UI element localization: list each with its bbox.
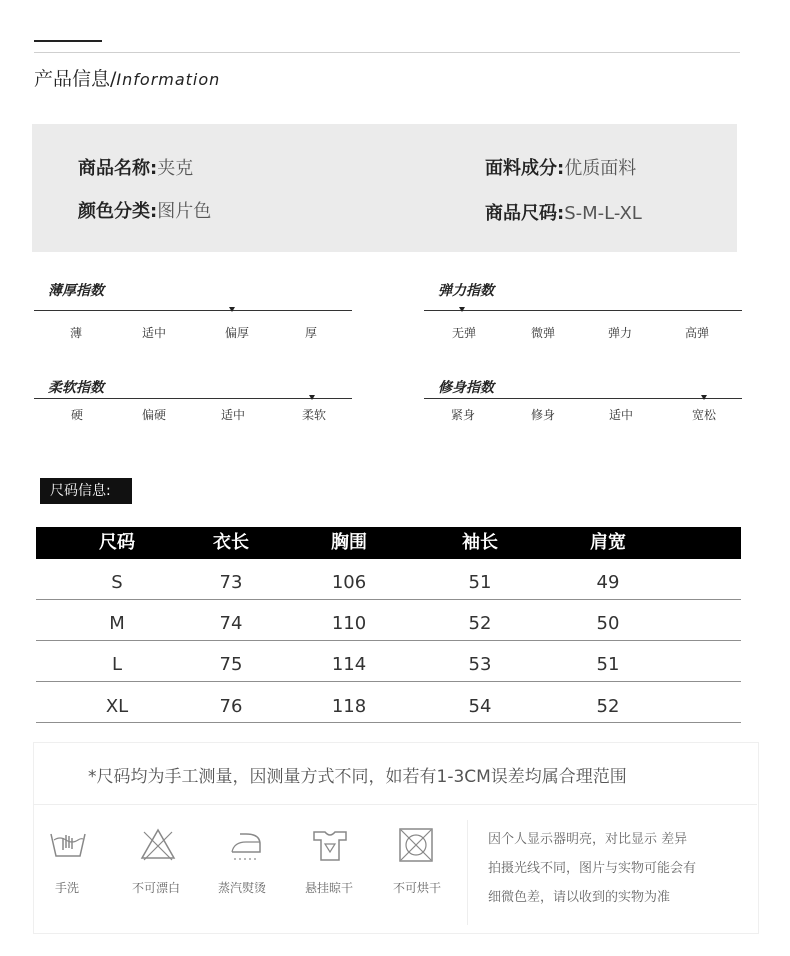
softness-label-2: 偏硬 xyxy=(141,408,167,422)
table-cell: 49 xyxy=(596,572,620,593)
softness-index-scale xyxy=(34,398,352,399)
info-name-row xyxy=(78,154,193,180)
table-cell: L xyxy=(111,654,123,675)
th-chest: 胸围 xyxy=(331,532,367,553)
care-label-hand-wash: 手洗 xyxy=(54,881,80,895)
product-info-box xyxy=(32,124,737,252)
softness-label-4: 柔软 xyxy=(301,408,327,422)
fit-index-scale xyxy=(424,398,742,399)
care-label-hang-dry: 悬挂晾干 xyxy=(304,881,354,895)
softness-label-1: 硬 xyxy=(70,408,84,422)
info-fabric-key: 面料成分: xyxy=(485,158,565,179)
header-accent-line xyxy=(34,40,102,42)
table-cell: M xyxy=(109,613,125,634)
table-cell: 74 xyxy=(219,613,243,634)
table-row-divider xyxy=(36,640,741,641)
info-fabric-row xyxy=(485,154,636,180)
table-cell: 106 xyxy=(331,572,367,593)
care-label-no-tumble-dry: 不可烘干 xyxy=(392,881,442,895)
elasticity-label-2: 微弹 xyxy=(530,326,556,340)
fit-index-title: 修身指数 xyxy=(438,380,494,396)
no-bleach-icon xyxy=(138,826,178,864)
no-tumble-dry-icon xyxy=(396,826,436,864)
table-cell: 110 xyxy=(331,613,367,634)
fit-label-4: 宽松 xyxy=(691,408,717,422)
care-label-no-bleach: 不可漂白 xyxy=(131,881,181,895)
elasticity-index-marker xyxy=(459,307,465,312)
header-divider xyxy=(34,52,740,53)
info-fabric-value: 优质面料 xyxy=(564,158,637,179)
table-cell: 75 xyxy=(219,654,243,675)
table-row-divider xyxy=(36,599,741,600)
info-size-key: 商品尺码: xyxy=(485,203,565,224)
table-cell: 51 xyxy=(596,654,620,675)
th-length: 衣长 xyxy=(213,532,249,553)
table-cell: 50 xyxy=(596,613,620,634)
hand-wash-icon xyxy=(48,826,88,864)
info-color-value: 图片色 xyxy=(157,201,212,222)
steam-iron-icon xyxy=(226,826,266,864)
table-cell: 76 xyxy=(219,696,243,717)
measurement-note: *尺码均为手工测量，因测量方式不同，如若有1-3CM误差均属合理范围 xyxy=(88,767,627,787)
info-size-row xyxy=(485,199,642,225)
page-title xyxy=(34,64,220,91)
th-size: 尺码 xyxy=(99,532,135,553)
fit-label-1: 紧身 xyxy=(450,408,476,422)
thickness-label-4: 厚 xyxy=(304,326,318,340)
hang-dry-icon xyxy=(310,826,350,864)
thickness-label-3: 偏厚 xyxy=(224,326,250,340)
fit-label-2: 修身 xyxy=(530,408,556,422)
thickness-index-scale xyxy=(34,310,352,311)
fit-index-marker xyxy=(701,395,707,400)
table-cell: 118 xyxy=(331,696,367,717)
size-table-header xyxy=(36,527,741,559)
thickness-index-title: 薄厚指数 xyxy=(48,283,104,299)
info-name-value: 夹克 xyxy=(157,158,194,179)
softness-index-marker xyxy=(309,395,315,400)
fit-label-3: 适中 xyxy=(608,408,634,422)
elasticity-index-title: 弹力指数 xyxy=(438,283,494,299)
th-shoulder: 肩宽 xyxy=(590,532,626,553)
table-cell: 54 xyxy=(468,696,492,717)
softness-index-title: 柔软指数 xyxy=(48,380,104,396)
care-vertical-divider xyxy=(467,820,468,925)
disclaimer-line-1: 因个人显示器明亮，对比显示 差异 xyxy=(488,832,688,847)
info-color-row xyxy=(78,197,211,223)
table-cell: 52 xyxy=(596,696,620,717)
th-sleeve: 袖长 xyxy=(462,532,498,553)
table-cell: S xyxy=(111,572,123,593)
title-cn: 产品信息/ xyxy=(34,68,117,90)
elasticity-label-4: 高弹 xyxy=(684,326,710,340)
elasticity-label-3: 弹力 xyxy=(607,326,633,340)
thickness-index-marker xyxy=(229,307,235,312)
info-name-key: 商品名称: xyxy=(78,158,158,179)
table-cell: 52 xyxy=(468,613,492,634)
table-cell: 53 xyxy=(468,654,492,675)
table-cell: XL xyxy=(105,696,129,717)
info-color-key: 颜色分类: xyxy=(78,201,158,222)
thickness-label-2: 适中 xyxy=(141,326,167,340)
table-row-divider xyxy=(36,681,741,682)
table-row-divider xyxy=(36,722,741,723)
care-label-steam-iron: 蒸汽熨烫 xyxy=(217,881,267,895)
info-size-value: S-M-L-XL xyxy=(564,203,642,224)
thickness-label-1: 薄 xyxy=(69,326,83,340)
elasticity-label-1: 无弹 xyxy=(451,326,477,340)
table-cell: 114 xyxy=(331,654,367,675)
size-info-tag: 尺码信息: xyxy=(40,478,132,504)
elasticity-index-scale xyxy=(424,310,742,311)
table-cell: 73 xyxy=(219,572,243,593)
table-cell: 51 xyxy=(468,572,492,593)
care-divider xyxy=(33,804,757,805)
disclaimer-line-2: 拍摄光线不同，图片与实物可能会有 xyxy=(488,861,697,876)
softness-label-3: 适中 xyxy=(220,408,246,422)
title-en: Information xyxy=(116,70,221,89)
disclaimer-line-3: 细微色差，请以收到的实物为准 xyxy=(488,890,671,905)
